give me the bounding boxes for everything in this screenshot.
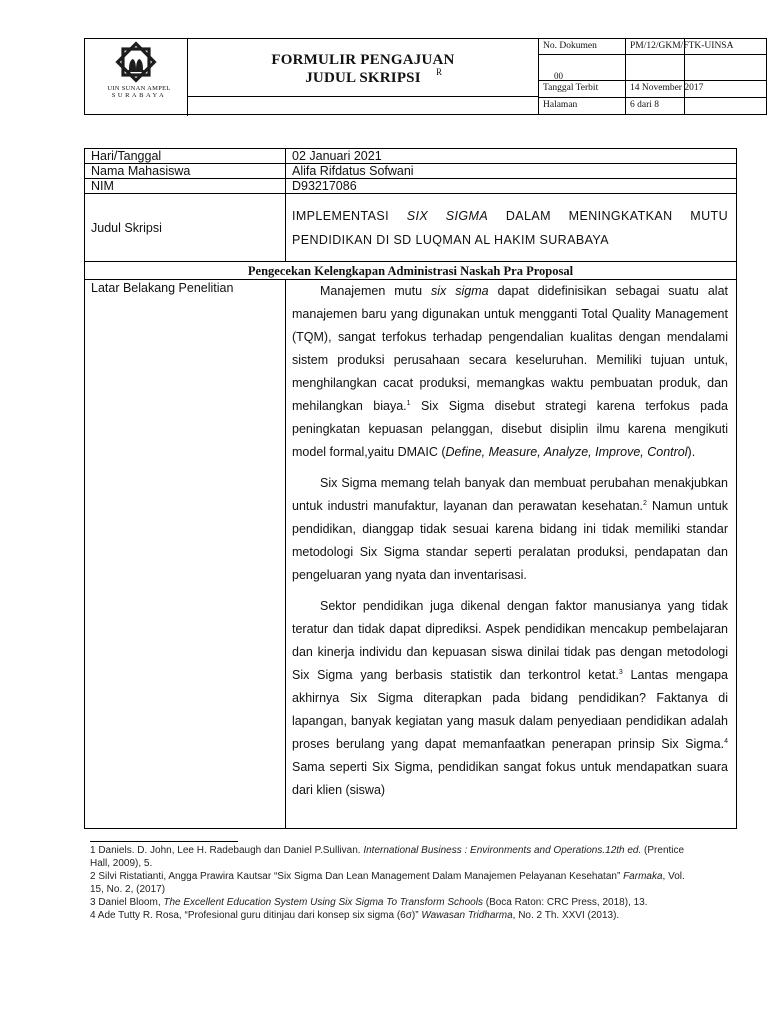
text-emphasis: six sigma [431,284,489,298]
row-student-name [85,164,736,179]
meta-value: 14 November 2017 [626,81,767,98]
logo-caption-line2: SURABAYA [111,92,167,99]
footnote-4 [90,909,690,922]
meta-value: 6 dari 8 [626,98,767,115]
footnote-separator [90,841,238,842]
date-value: 02 Januari 2021 [292,149,382,163]
footnote-text: (Prentice Hall, 2009), 5. [90,845,685,869]
revision-mark: R [436,67,443,77]
text-run: dapat didefinisikan sebagai suatu alat manajemen baru yang digunakan untuk mengganti Total Quality Management (TQM), sangat terfokus terhadap pengendalian kualitas dengan mendalami sistem produksi perusahaan secara keseluruhan. Memiliki tujuan untuk, menghilangkan cacat produksi, memangkas waktu pembuatan produk, dan mehilangkan biaya. [292,284,728,413]
footnote-text: , Vol. 15, No. 2, (2017) [90,871,685,895]
title-cell [188,39,563,97]
footnote-text: 3 Daniel Bloom, [90,897,164,908]
meta-value: PM/12/GKM/FTK-UINSA [626,38,767,55]
footnote-ref-4[interactable]: 4 [724,737,728,745]
revision-number: 00 [554,71,563,81]
paragraph-3 [292,595,728,802]
text-run: Sektor pendidikan juga dikenal dengan faktor manusianya yang tidak teratur dan tidak dapat diprediksi. Aspek pendidikan mencakup pembelajaran dan kinerja individu dan kepuasan siswa dinilai tidak pas dengan metodologi Six Sigma yang berbasis statistik dan terkontrol ketat. [292,599,728,682]
nim-value: D93217086 [292,179,357,193]
footnote-3 [90,896,690,909]
text-run: Six Sigma disebut strategi karena terfokus pada peningkatan kepuasan pelanggan, disebut disiplin ilmu karena mengikuti model formal,yaitu DMAIC ( [292,399,728,459]
form-title-line2: JUDUL SKRIPSI [305,70,421,86]
footnote-ref-2[interactable]: 2 [643,499,647,507]
paragraph-1 [292,280,728,464]
footnote-text: 4 Ade Tutty R. Rosa, “Profesional guru ditinjau dari konsep six sigma (6σ)” [90,910,422,921]
footnote-emphasis: Wawasan Tridharma [421,910,513,921]
logo-cell [85,39,188,116]
background-label: Latar Belakang Penelitian [85,280,286,828]
row-nim [85,179,736,194]
footnote-emphasis: International Business : Environments and Operations.12th ed. [363,845,642,856]
logo-caption-line1: UIN SUNAN AMPEL [107,85,171,92]
footnote-emphasis: Farmaka [623,871,663,882]
nim-label: NIM [85,179,286,193]
meta-row-issue-date [538,81,704,98]
text-run: ). [687,445,696,459]
text-run: Manajemen mutu [320,284,432,298]
date-label: Hari/Tanggal [85,149,286,163]
thesis-title-part: IMPLEMENTASI [292,209,407,223]
thesis-title-part: DALAM MENINGKATKAN MUTU PENDIDIKAN DI SD LUQMAN AL HAKIM SURABAYA [292,209,728,247]
footnote-1 [90,844,690,870]
form-title-line1: FORMULIR PENGAJUAN [271,52,455,68]
thesis-title-label: Judul Skripsi [85,194,286,261]
text-run: Lantas mengapa akhirnya Six Sigma diterapkan pada bidang pendidikan? Faktanya di lapangan, banyak kegiatan yang masuk dalam penyediaan pendidikan adalah proses berulang yang dapat memanfaatkan penerapan prinsip Six Sigma. [292,668,728,751]
footnote-text: (Boca Raton: CRC Press, 2018), 13. [482,897,648,908]
row-background [85,280,736,828]
footnote-2 [90,870,690,896]
meta-value [626,55,767,81]
text-run: Six Sigma memang telah banyak dan membuat perubahan menakjubkan untuk industri manufaktur, layanan dan perawatan kesehatan. [292,476,728,513]
form-title [188,51,538,87]
meta-key: No. Dokumen [538,38,626,55]
logo-caption [93,85,185,99]
student-name-value: Alifa Rifdatus Sofwani [292,164,414,178]
university-logo [85,39,188,87]
footnote-text: 2 Silvi Ristatianti, Angga Prawira Kautsar “Six Sigma Dan Lean Management Dalam Manajemen Pelayanan Kesehatan” [90,871,624,882]
footnote-ref-3[interactable]: 3 [618,668,623,676]
meta-key: Halaman [538,98,626,115]
document-meta [538,39,734,116]
paragraph-2 [292,472,728,587]
thesis-title-value [286,194,736,252]
document-header [84,38,734,115]
meta-key [538,55,626,81]
row-thesis-title [85,194,736,262]
meta-key: Tanggal Terbit [538,81,626,98]
text-run: Sama seperti Six Sigma, pendidikan sangat fokus untuk mendapatkan suara dari klien (siswa) [292,760,728,797]
footnote-ref-1[interactable]: 1 [406,399,411,407]
background-text [286,280,736,802]
footnote-text: 1 Daniels. D. John, Lee H. Radebaugh dan Daniel P.Sullivan. [90,845,364,856]
meta-row-doc-number [538,38,734,55]
text-run: Namun untuk pendidikan, dianggap tidak sesuai karena bidang ini tidak memiliki standar metodologi Six Sigma standar seperti peralatan produksi, pendapatan dan pengeluaran yang nyata dan inventarisasi. [292,499,728,582]
footnote-text: , No. 2 Th. XXVI (2013). [512,910,620,921]
text-emphasis: Define, Measure, Analyze, Improve, Control [445,445,688,459]
thesis-title-emphasis: SIX SIGMA [406,209,489,223]
meta-row-blank [538,55,686,81]
proposal-form-table [84,148,737,829]
section-heading: Pengecekan Kelengkapan Administrasi Naskah Pra Proposal [85,262,736,280]
footnote-emphasis: The Excellent Education System Using Six Sigma To Transform Schools [163,897,483,908]
row-date [85,149,736,164]
student-name-label: Nama Mahasiswa [85,164,286,178]
meta-row-page [538,98,686,115]
footnotes [90,844,690,922]
